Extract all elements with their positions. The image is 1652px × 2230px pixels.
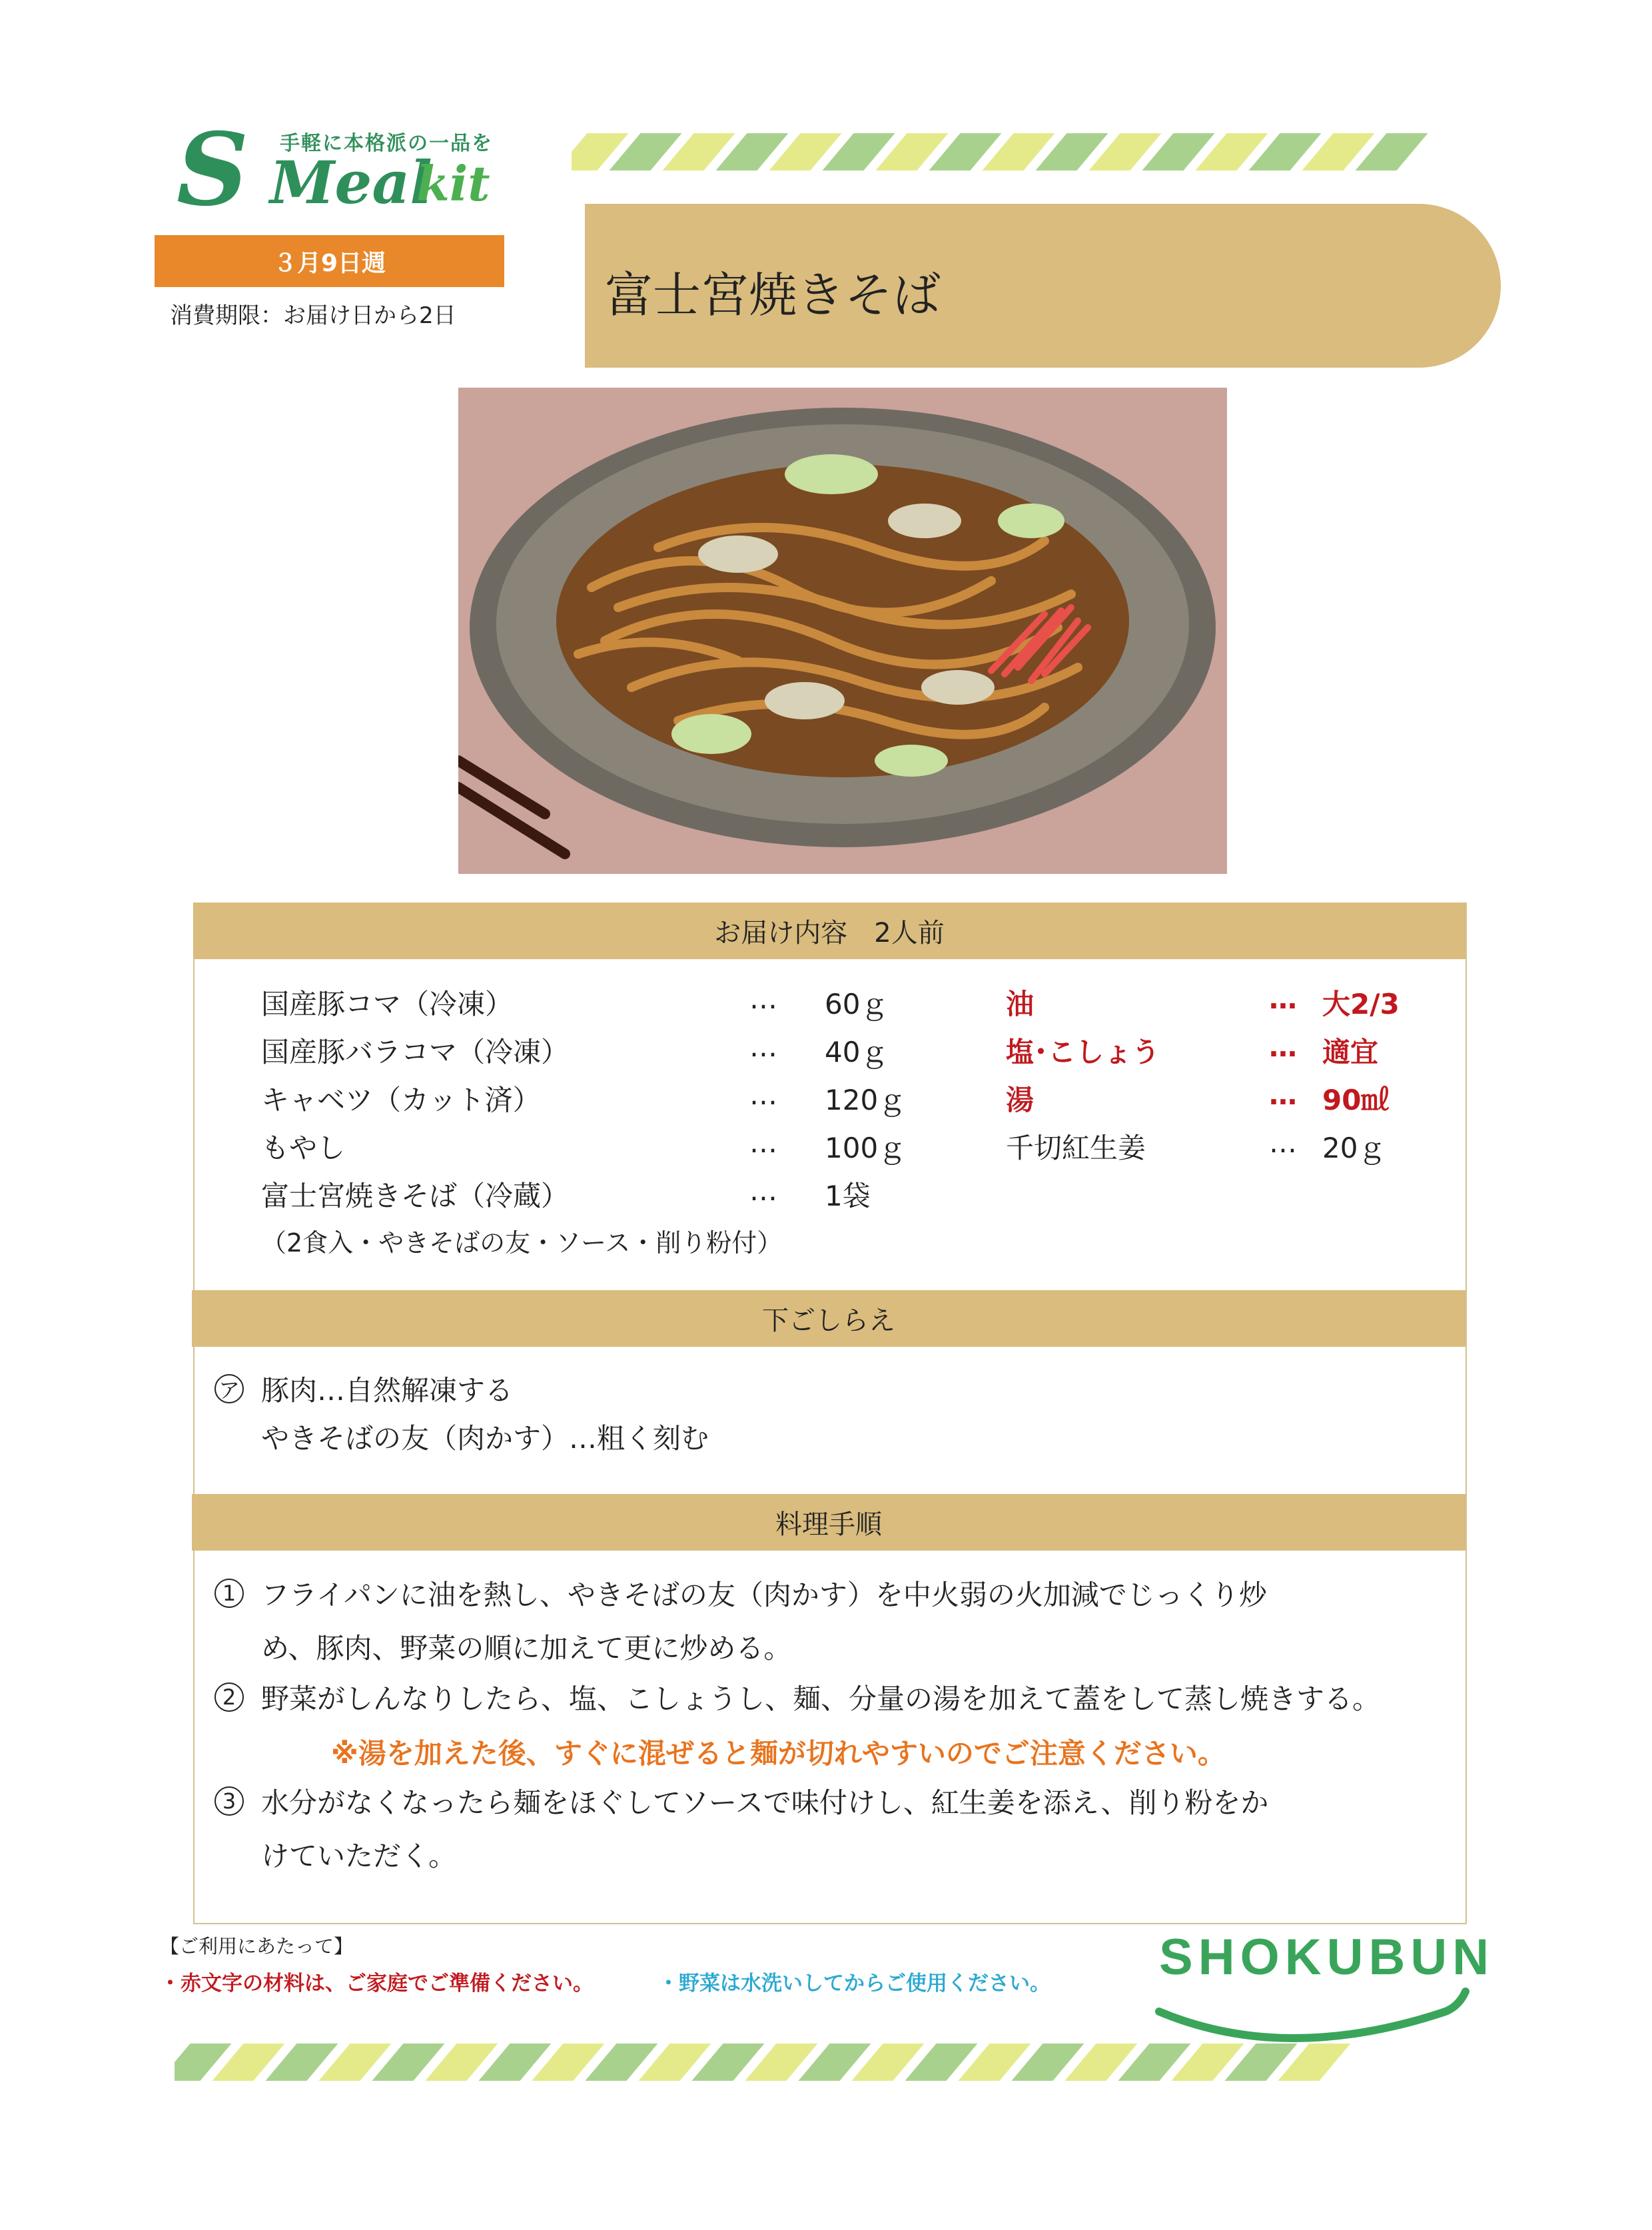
- ingredient-name: もやし: [261, 1132, 346, 1164]
- ingredient-dots: …: [749, 1126, 777, 1159]
- ingredient-note: （2食入・やきそばの友・ソース・削り粉付）: [261, 1228, 783, 1258]
- steps-warning: ※湯を加えた後、すぐに混ぜると麺が切れやすいのでご注意ください。: [331, 1737, 1226, 1770]
- prep-line: やきそばの友（肉かす）…粗く刻む: [261, 1422, 709, 1455]
- steps-header: 料理手順: [192, 1494, 1465, 1551]
- ingredient-name: 国産豚コマ（冷凍）: [261, 988, 514, 1020]
- prep-line: 豚肉…自然解凍する: [261, 1374, 514, 1407]
- ingredient-dots: …: [749, 1030, 777, 1063]
- delivery-header: お届け内容 2人前: [193, 903, 1465, 959]
- notes-header: 【ご利用にあたって】: [160, 1935, 354, 1958]
- ingredient-name: 富士宮焼きそば（冷蔵）: [261, 1180, 570, 1212]
- ingredient-name: キャベツ（カット済）: [261, 1084, 541, 1116]
- ingredient-name: 国産豚バラコマ（冷凍）: [261, 1036, 570, 1068]
- shokubun-logo: SHOKUBUN: [1159, 1929, 1495, 1986]
- home-ingredient-name: 油: [1006, 988, 1034, 1020]
- recipe-title: 富士宮焼きそば: [605, 267, 941, 323]
- expiry-text: 消費期限：お届け日から2日: [170, 302, 456, 329]
- home-ingredient-qty: 90㎖: [1322, 1084, 1390, 1116]
- step-number: 1: [214, 1579, 244, 1608]
- ingredient-qty: 60ｇ: [825, 988, 889, 1020]
- ingredient-dots: …: [749, 982, 777, 1015]
- logo-tagline: 手軽に本格派の一品を: [280, 132, 493, 155]
- ingredient-qty: 1袋: [825, 1180, 871, 1212]
- ingredient-qty: 120ｇ: [825, 1084, 907, 1116]
- bottom-stripe-band: [175, 2044, 1434, 2081]
- dish-photo: [458, 388, 1227, 874]
- logo-s: S: [177, 111, 249, 228]
- home-ingredient-dots: …: [1269, 1078, 1297, 1111]
- step-line: め、豚肉、野菜の順に加えて更に炒める。: [261, 1632, 792, 1665]
- home-ingredient-name: 湯: [1006, 1084, 1034, 1116]
- extra-ingredient-name: 千切紅生姜: [1006, 1132, 1146, 1164]
- home-ingredient-qty: 適宜: [1322, 1036, 1379, 1068]
- ingredient-qty: 100ｇ: [825, 1132, 907, 1164]
- step-line: 野菜がしんなりしたら、塩、こしょうし、麺、分量の湯を加えて蓋をして蒸し焼きする。: [261, 1682, 1381, 1715]
- home-ingredient-qty: 大2/3: [1322, 988, 1400, 1020]
- prep-header: 下ごしらえ: [192, 1290, 1465, 1347]
- home-ingredient-name: 塩･こしょう: [1006, 1036, 1160, 1068]
- ingredient-dots: …: [749, 1174, 777, 1207]
- logo-meal: Meal: [270, 148, 432, 217]
- home-ingredient-dots: …: [1269, 982, 1297, 1015]
- step-line: 水分がなくなったら麺をほぐしてソースで味付けし、紅生姜を添え、削り粉をか: [261, 1786, 1269, 1819]
- step-line: けていただく。: [261, 1840, 457, 1872]
- step-line: フライパンに油を熱し、やきそばの友（肉かす）を中火弱の火加減でじっくり炒: [261, 1579, 1267, 1611]
- step-number: 2: [214, 1682, 244, 1712]
- note-blue: ・野菜は水洗いしてからご使用ください。: [658, 1972, 1050, 1996]
- yakisoba-illustration: [458, 388, 1227, 874]
- extra-ingredient-dots: …: [1269, 1126, 1297, 1159]
- week-badge: ３月9日週: [155, 235, 504, 287]
- ingredient-qty: 40ｇ: [825, 1036, 889, 1068]
- home-ingredient-dots: …: [1269, 1030, 1297, 1063]
- prep-marker: ア: [214, 1374, 244, 1403]
- top-stripe-band: [572, 133, 1457, 171]
- note-red: ・赤文字の材料は、ご家庭でご準備ください。: [160, 1972, 594, 1996]
- logo-kit: kit: [416, 155, 490, 212]
- step-number: 3: [214, 1786, 244, 1816]
- extra-ingredient-qty: 20ｇ: [1322, 1132, 1386, 1164]
- ingredient-dots: …: [749, 1078, 777, 1111]
- logo-swoosh-icon: [1152, 1985, 1472, 2045]
